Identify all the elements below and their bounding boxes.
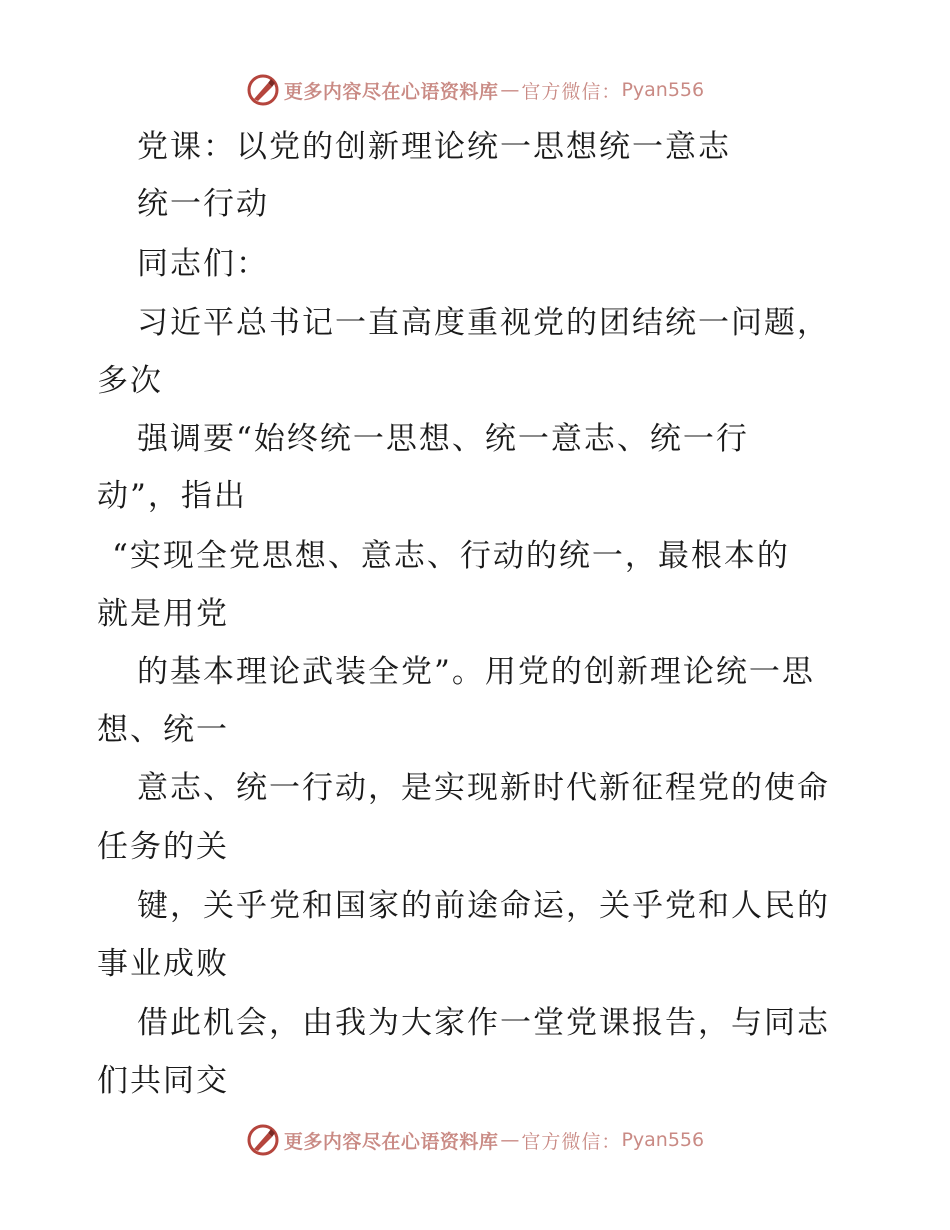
- pen-logo-icon: [246, 73, 280, 107]
- watermark-separator: —: [500, 1129, 520, 1151]
- pen-logo-icon: [246, 1123, 280, 1157]
- watermark-wechat-id: Pyan556: [621, 79, 705, 101]
- paragraph-line: 就是用党: [97, 596, 229, 632]
- header-watermark: [0, 70, 950, 110]
- salutation: 同志们：: [137, 246, 269, 282]
- watermark-wechat-id: Pyan556: [621, 1129, 705, 1151]
- paragraph-line: “实现全党思想、意志、行动的统一，最根本的: [112, 538, 790, 574]
- paragraph-line: 事业成败: [97, 946, 229, 982]
- paragraph-line: 借此机会，由我为大家作一堂党课报告，与同志: [137, 1005, 830, 1041]
- paragraph-line: 键，关乎党和国家的前途命运，关乎党和人民的: [137, 888, 830, 924]
- paragraph-line: 动”，指出: [97, 478, 247, 514]
- footer-watermark: [0, 1120, 950, 1160]
- paragraph-line: 习近平总书记一直高度重视党的团结统一问题，: [137, 305, 830, 341]
- paragraph-line: 多次: [97, 363, 163, 399]
- watermark-brand: 更多内容尽在心语资料库: [283, 1130, 499, 1153]
- paragraph-line: 任务的关: [97, 829, 229, 865]
- paragraph-line: 强调要“始终统一思想、统一意志、统一行: [137, 421, 749, 457]
- doc-title-line-2: 统一行动: [137, 186, 269, 222]
- doc-title-line-1: 党课：以党的创新理论统一思想统一意志: [137, 129, 731, 165]
- watermark-wechat-label: 官方微信：: [521, 1130, 622, 1153]
- watermark-wechat-label: 官方微信：: [521, 80, 622, 103]
- paragraph-line: 想、统一: [97, 712, 229, 748]
- watermark-separator: —: [500, 79, 520, 101]
- paragraph-line: 们共同交: [97, 1063, 229, 1099]
- paragraph-line: 的基本理论武装全党”。用党的创新理论统一思: [137, 654, 815, 690]
- paragraph-line: 意志、统一行动，是实现新时代新征程党的使命: [137, 770, 830, 806]
- watermark-brand: 更多内容尽在心语资料库: [283, 80, 499, 103]
